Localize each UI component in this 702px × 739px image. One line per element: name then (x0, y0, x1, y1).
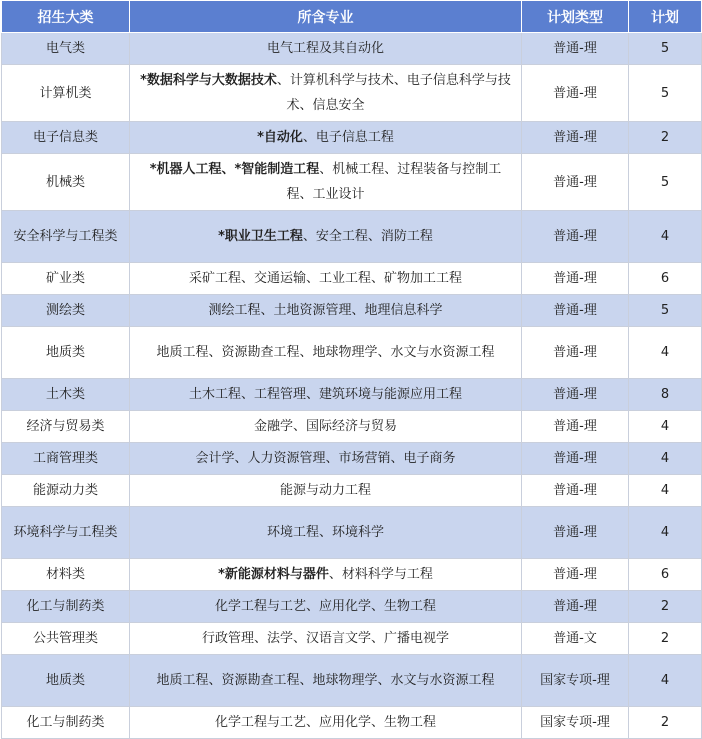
category-cell: 环境科学与工程类 (2, 507, 130, 559)
majors-cell (130, 591, 522, 623)
other-majors: 测绘工程、土地资源管理、地理信息科学 (208, 303, 443, 318)
header-category: 招生大类 (2, 1, 130, 33)
other-majors: 、电子信息工程 (302, 130, 394, 145)
majors-cell (130, 263, 522, 295)
plan-count-cell: 5 (629, 154, 702, 211)
table-row (2, 33, 702, 65)
table-row (2, 623, 702, 655)
majors-cell (130, 559, 522, 591)
majors-cell (130, 707, 522, 739)
plan-count-cell: 2 (629, 591, 702, 623)
other-majors: 环境工程、环境科学 (266, 525, 384, 540)
category-cell: 材料类 (2, 559, 130, 591)
table-row (2, 475, 702, 507)
category-cell: 电气类 (2, 33, 130, 65)
plan-type-cell: 普通-理 (522, 65, 629, 122)
other-majors: 地质工程、资源勘查工程、地球物理学、水文与水资源工程 (156, 345, 495, 360)
plan-count-cell: 5 (629, 65, 702, 122)
category-cell: 化工与制药类 (2, 591, 130, 623)
other-majors: 地质工程、资源勘查工程、地球物理学、水文与水资源工程 (156, 673, 495, 688)
table-row (2, 411, 702, 443)
category-cell: 经济与贸易类 (2, 411, 130, 443)
other-majors: 、机械工程、过程装备与控制工程、工业设计 (286, 162, 502, 202)
other-majors: 会计学、人力资源管理、市场营销、电子商务 (195, 451, 456, 466)
header-row (2, 1, 702, 33)
plan-type-cell: 普通-理 (522, 122, 629, 154)
majors-cell (130, 65, 522, 122)
majors-cell (130, 327, 522, 379)
majors-cell (130, 411, 522, 443)
other-majors: 采矿工程、交通运输、工业工程、矿物加工工程 (188, 271, 462, 286)
majors-cell (130, 295, 522, 327)
plan-type-cell: 普通-文 (522, 623, 629, 655)
table-row (2, 327, 702, 379)
header-plan-count: 计划 (629, 1, 702, 33)
plan-count-cell: 4 (629, 655, 702, 707)
plan-type-cell: 普通-理 (522, 559, 629, 591)
plan-count-cell: 6 (629, 263, 702, 295)
table-row (2, 263, 702, 295)
plan-count-cell: 8 (629, 379, 702, 411)
featured-majors: *自动化 (257, 130, 303, 145)
majors-cell (130, 122, 522, 154)
plan-type-cell: 普通-理 (522, 295, 629, 327)
table-row (2, 211, 702, 263)
header-majors: 所含专业 (130, 1, 522, 33)
table-row (2, 559, 702, 591)
category-cell: 土木类 (2, 379, 130, 411)
category-cell: 矿业类 (2, 263, 130, 295)
other-majors: 电气工程及其自动化 (266, 41, 384, 56)
table-row (2, 591, 702, 623)
plan-count-cell: 2 (629, 122, 702, 154)
table-row (2, 65, 702, 122)
category-cell: 计算机类 (2, 65, 130, 122)
enrollment-plan-table (1, 0, 702, 739)
plan-count-cell: 5 (629, 33, 702, 65)
category-cell: 机械类 (2, 154, 130, 211)
plan-type-cell: 普通-理 (522, 327, 629, 379)
majors-cell (130, 154, 522, 211)
plan-count-cell: 4 (629, 507, 702, 559)
other-majors: 金融学、国际经济与贸易 (253, 419, 397, 434)
featured-majors: *机器人工程、*智能制造工程 (149, 162, 320, 177)
table-row (2, 507, 702, 559)
category-cell: 化工与制药类 (2, 707, 130, 739)
plan-count-cell: 4 (629, 211, 702, 263)
featured-majors: *新能源材料与器件 (218, 567, 329, 582)
majors-cell (130, 443, 522, 475)
table-row (2, 443, 702, 475)
other-majors: 能源与动力工程 (279, 483, 371, 498)
other-majors: 化学工程与工艺、应用化学、生物工程 (214, 715, 436, 730)
category-cell: 安全科学与工程类 (2, 211, 130, 263)
table-row (2, 379, 702, 411)
other-majors: 土木工程、工程管理、建筑环境与能源应用工程 (188, 387, 462, 402)
plan-count-cell: 4 (629, 443, 702, 475)
category-cell: 公共管理类 (2, 623, 130, 655)
table-row (2, 295, 702, 327)
other-majors: 、安全工程、消防工程 (302, 229, 433, 244)
plan-type-cell: 国家专项-理 (522, 655, 629, 707)
plan-count-cell: 5 (629, 295, 702, 327)
plan-count-cell: 6 (629, 559, 702, 591)
plan-type-cell: 普通-理 (522, 211, 629, 263)
plan-count-cell: 4 (629, 411, 702, 443)
table-row (2, 707, 702, 739)
other-majors: 、材料科学与工程 (328, 567, 433, 582)
other-majors: 行政管理、法学、汉语言文学、广播电视学 (201, 631, 449, 646)
featured-majors: *数据科学与大数据技术 (140, 73, 277, 88)
majors-cell (130, 33, 522, 65)
other-majors: 化学工程与工艺、应用化学、生物工程 (214, 599, 436, 614)
plan-type-cell: 普通-理 (522, 154, 629, 211)
other-majors: 、计算机科学与技术、电子信息科学与技术、信息安全 (276, 73, 511, 113)
category-cell: 地质类 (2, 655, 130, 707)
majors-cell (130, 623, 522, 655)
majors-cell (130, 211, 522, 263)
category-cell: 工商管理类 (2, 443, 130, 475)
plan-type-cell: 普通-理 (522, 475, 629, 507)
plan-type-cell: 普通-理 (522, 591, 629, 623)
plan-type-cell: 普通-理 (522, 33, 629, 65)
plan-count-cell: 2 (629, 707, 702, 739)
majors-cell (130, 507, 522, 559)
plan-type-cell: 普通-理 (522, 411, 629, 443)
plan-count-cell: 4 (629, 475, 702, 507)
category-cell: 测绘类 (2, 295, 130, 327)
plan-type-cell: 普通-理 (522, 379, 629, 411)
plan-count-cell: 4 (629, 327, 702, 379)
table-row (2, 655, 702, 707)
plan-type-cell: 普通-理 (522, 263, 629, 295)
plan-type-cell: 普通-理 (522, 507, 629, 559)
plan-type-cell: 普通-理 (522, 443, 629, 475)
table-row (2, 122, 702, 154)
category-cell: 电子信息类 (2, 122, 130, 154)
header-plan-type: 计划类型 (522, 1, 629, 33)
category-cell: 能源动力类 (2, 475, 130, 507)
category-cell: 地质类 (2, 327, 130, 379)
featured-majors: *职业卫生工程 (218, 229, 303, 244)
majors-cell (130, 379, 522, 411)
majors-cell (130, 655, 522, 707)
plan-type-cell: 国家专项-理 (522, 707, 629, 739)
table-row (2, 154, 702, 211)
majors-cell (130, 475, 522, 507)
plan-count-cell: 2 (629, 623, 702, 655)
